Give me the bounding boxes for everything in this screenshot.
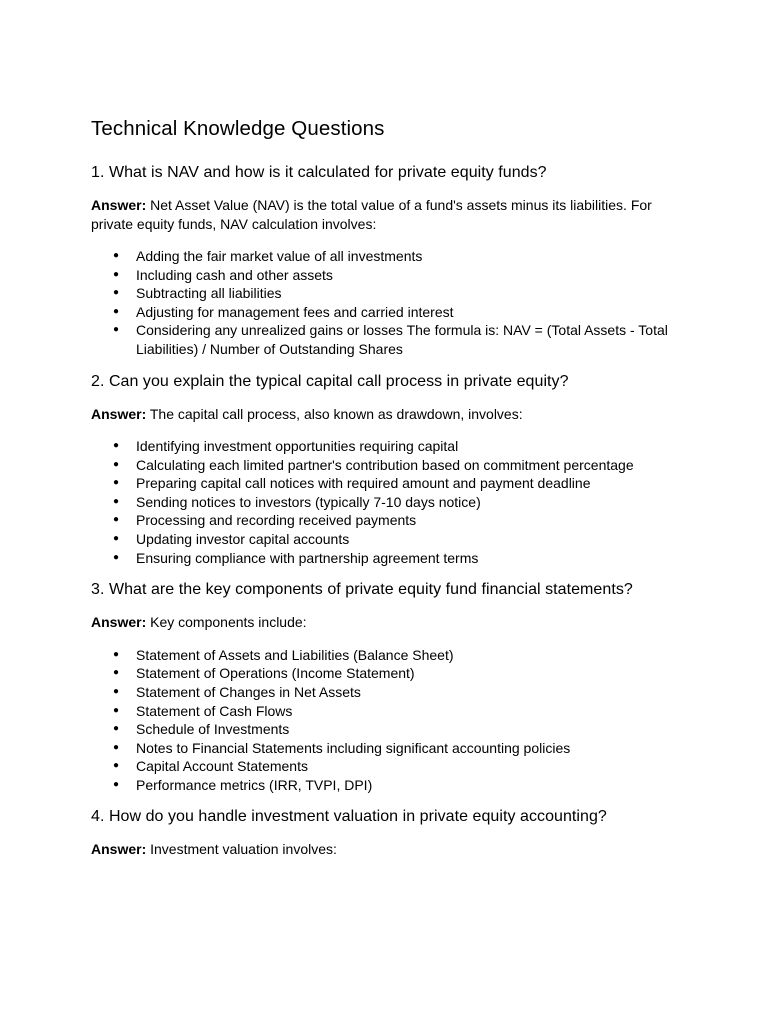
list-item: ● Statement of Operations (Income Statement) bbox=[113, 665, 415, 682]
bullet-icon: ● bbox=[113, 268, 120, 280]
answer-label: Answer: bbox=[91, 614, 147, 631]
list-item: ● Notes to Financial Statements including significant accounting policies bbox=[113, 739, 571, 756]
bullet-icon: ● bbox=[113, 741, 120, 753]
question-section-1 bbox=[91, 162, 681, 359]
bullet-list bbox=[91, 646, 681, 795]
list-item: ● Sending notices to investors (typically 7-10 days notice) bbox=[113, 493, 481, 510]
list-item: ● Subtracting all liabilities bbox=[113, 285, 282, 302]
list-item: ● Statement of Cash Flows bbox=[113, 702, 293, 719]
bullet-icon: ● bbox=[113, 305, 120, 317]
question-section-2 bbox=[91, 371, 681, 568]
list-item: ● Including cash and other assets bbox=[113, 266, 333, 283]
list-item: ● Considering any unrealized gains or losses The formula is: NAV = (Total Assets - Total Liabilities) / Number of Outstanding Shares bbox=[113, 322, 668, 357]
bullet-icon: ● bbox=[113, 723, 120, 735]
question-heading: 3. What are the key components of private equity fund financial statements? bbox=[91, 581, 633, 599]
bullet-icon: ● bbox=[113, 551, 120, 563]
list-item: ● Updating investor capital accounts bbox=[113, 531, 350, 548]
answer-label: Answer: bbox=[91, 841, 147, 858]
bullet-icon: ● bbox=[113, 778, 120, 790]
answer-paragraph bbox=[91, 196, 681, 233]
answer-label: Answer: bbox=[91, 197, 147, 213]
page-title: Technical Knowledge Questions bbox=[91, 117, 385, 140]
bullet-icon: ● bbox=[113, 250, 120, 261]
answer-text: Net Asset Value (NAV) is the total value of a fund's assets minus its liabilities. For private equity funds, NAV calculation involves: bbox=[91, 197, 652, 232]
bullet-icon: ● bbox=[113, 477, 120, 489]
question-heading: 4. How do you handle investment valuation in private equity accounting? bbox=[91, 808, 607, 826]
list-item: ● Schedule of Investments bbox=[113, 721, 290, 738]
bullet-icon: ● bbox=[113, 533, 120, 545]
list-item: ● Adding the fair market value of all investments bbox=[113, 248, 423, 264]
list-item: ● Statement of Assets and Liabilities (Balance Sheet) bbox=[113, 646, 454, 663]
answer-text: The capital call process, also known as drawdown, involves: bbox=[146, 405, 523, 422]
bullet-icon: ● bbox=[113, 324, 120, 336]
bullet-icon: ● bbox=[113, 458, 120, 470]
bullet-icon: ● bbox=[113, 287, 120, 299]
answer-paragraph bbox=[91, 405, 681, 424]
question-heading: 2. Can you explain the typical capital call process in private equity? bbox=[91, 372, 569, 390]
bullet-icon: ● bbox=[113, 685, 120, 697]
bullet-icon: ● bbox=[113, 495, 120, 507]
answer-label: Answer: bbox=[91, 405, 147, 422]
question-heading: 1. What is NAV and how is it calculated for private equity funds? bbox=[91, 164, 547, 181]
list-item: ● Statement of Changes in Net Assets bbox=[113, 683, 361, 700]
list-item: ● Calculating each limited partner's contribution based on commitment percentage bbox=[113, 456, 634, 473]
answer-paragraph bbox=[91, 613, 681, 632]
question-section-3 bbox=[91, 579, 681, 794]
bullet-icon: ● bbox=[113, 440, 120, 452]
list-item: ● Ensuring compliance with partnership agreement terms bbox=[113, 549, 479, 566]
list-item: ● Processing and recording received payments bbox=[113, 512, 417, 529]
answer-paragraph bbox=[91, 840, 681, 859]
bullet-icon: ● bbox=[113, 704, 120, 716]
bullet-icon: ● bbox=[113, 648, 120, 660]
bullet-list bbox=[91, 437, 681, 567]
list-item: ● Performance metrics (IRR, TVPI, DPI) bbox=[113, 776, 373, 793]
answer-text: Key components include: bbox=[146, 614, 307, 631]
document-page bbox=[91, 116, 681, 859]
bullet-icon: ● bbox=[113, 760, 120, 772]
list-item: ● Preparing capital call notices with required amount and payment deadline bbox=[113, 475, 591, 492]
answer-text: Investment valuation involves: bbox=[146, 841, 337, 858]
list-item: ● Adjusting for management fees and carried interest bbox=[113, 303, 454, 320]
bullet-list bbox=[91, 247, 681, 359]
bullet-icon: ● bbox=[113, 667, 120, 679]
list-item: ● Capital Account Statements bbox=[113, 758, 308, 775]
list-item: ● Identifying investment opportunities requiring capital bbox=[113, 438, 459, 455]
bullet-icon: ● bbox=[113, 514, 120, 526]
question-section-4 bbox=[91, 806, 681, 859]
